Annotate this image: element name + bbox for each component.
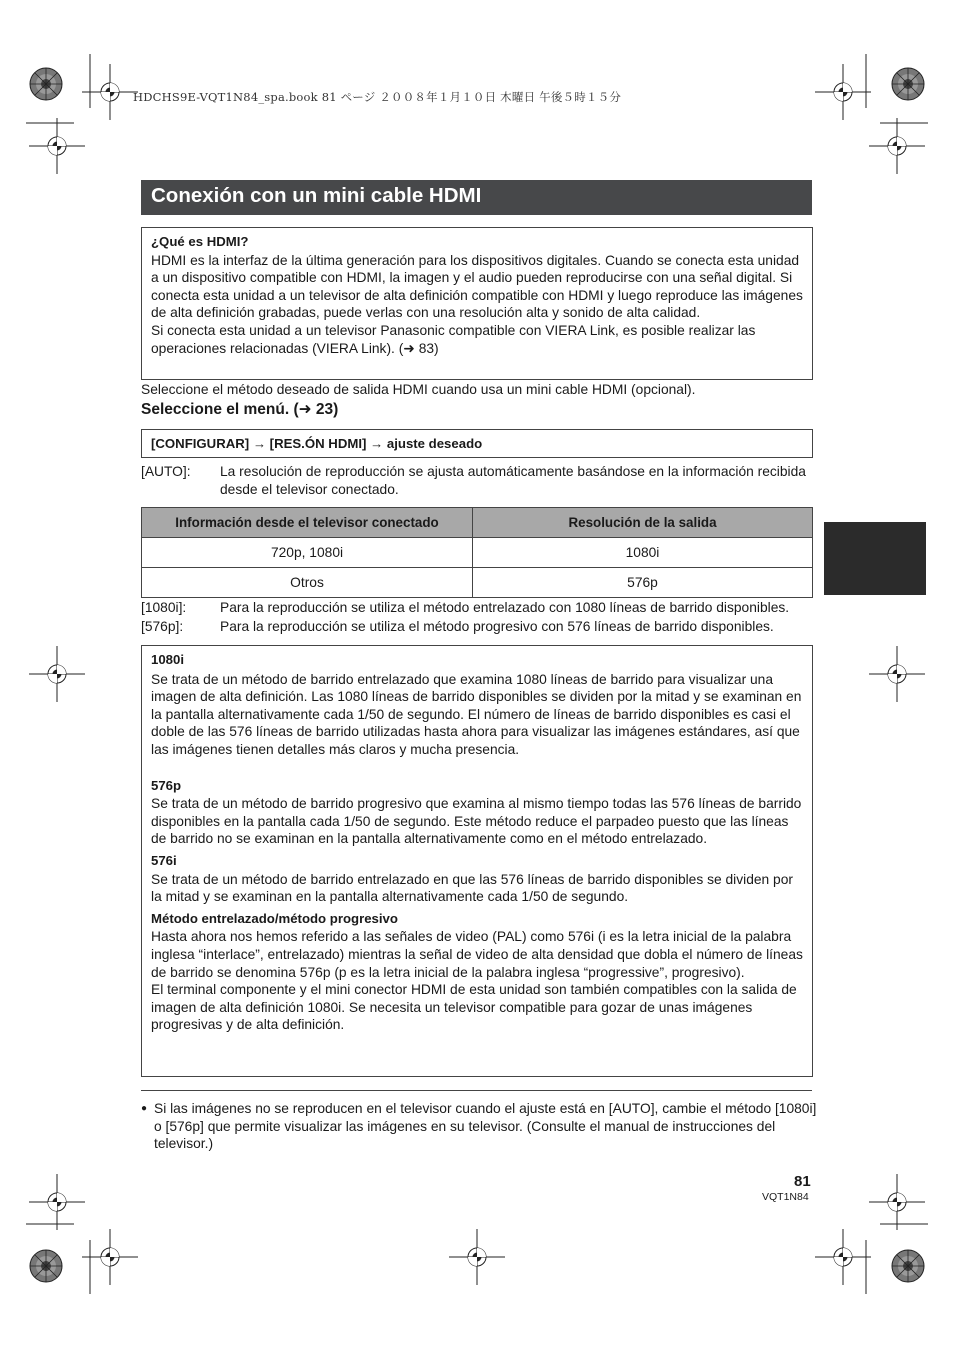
scan-methods-box: [141, 645, 813, 1077]
table-header-cell: Información desde el televisor conectado: [142, 508, 473, 538]
section-text-576i: Se trata de un método de barrido entrelazado en que las 576 líneas de barrido disponibles se dividen por la mitad y se examinan en la pantalla alternativamente cada 1/50 de segundo.: [151, 871, 793, 905]
menu-heading: Seleccione el menú. (➜ 23): [141, 401, 339, 418]
option-label: [576p]:: [141, 619, 184, 634]
table-row: [142, 538, 813, 568]
doc-code: VQT1N84: [762, 1191, 809, 1203]
registration-mid-right: [869, 646, 925, 702]
table-row: [142, 568, 813, 598]
registration-bottom-left: [26, 1174, 138, 1294]
note: [141, 1100, 821, 1153]
menu-path-box: [141, 429, 813, 458]
section-text-576p: Se trata de un método de barrido progresivo que examina al mismo tiempo todas las 576 líneas de barrido disponibles en la pantalla cada 1/50 de segundo. Este método reduce el parpadeo puesto que las líneas de barrido no se examinan en la pantalla alternativamente como en el método entrelazado.: [151, 796, 802, 847]
option-576p: [141, 618, 821, 636]
section-title: Conexión con un mini cable HDMI: [151, 184, 482, 207]
bullet-icon: ●: [141, 1103, 148, 1114]
section-text-1080i: Se trata de un método de barrido entrelazado que examina 1080 líneas de barrido para visualizar una imagen de alta definición. Las 1080 líneas de barrido disponibles se dividen por la mitad y se examinan en la pantalla alternativamente cada 1/50 de segundo. El número de líneas de barrido disponibles es casi el doble de las 576 líneas de barrido utilizadas hasta ahora para visualizar las imágenes estándares, así que las imágenes tienen detalles más claros y mucha presencia.: [151, 671, 802, 757]
section-text-methods-1: Hasta ahora nos hemos referido a las señales de video (PAL) como 576i (i es la letra inicial de la palabra inglesa “interlace”, entrelazado) mientras la señal de video de alta densidad que dobla el número de líneas de barrido se denomina 576p (p es la letra inicial de la palabra inglesa “progressive”, progresivo).: [151, 929, 803, 980]
auto-option-description: La resolución de reproducción se ajusta automáticamente basándose en la información recibida desde el televisor conectado.: [220, 464, 806, 497]
page-number: 81: [794, 1173, 811, 1190]
auto-option: [141, 463, 813, 498]
file-header: HDCHS9E-VQT1N84_spa.book 81 ページ ２００８年１月１０日 木曜日 午後５時１５分: [133, 90, 622, 104]
table-cell: 720p, 1080i: [142, 538, 473, 568]
option-1080i: [141, 599, 821, 617]
section-heading-methods: Método entrelazado/método progresivo: [151, 910, 398, 926]
menu-path: [CONFIGURAR] → [RES.ÓN HDMI] → ajuste deseado: [151, 436, 483, 451]
registration-top-right: [815, 54, 928, 174]
section-title-bar: [141, 180, 812, 215]
hdmi-info-box: [141, 227, 813, 380]
option-description: Para la reproducción se utiliza el método entrelazado con 1080 líneas de barrido disponibles.: [220, 600, 790, 615]
section-text-methods-2: El terminal componente y el mini conector HDMI de esta unidad son también compatibles con la salida de imagen de alta definición 1080i. Se necesita un televisor compatible para gozar de unas imágenes progresivas y de alta definición.: [151, 982, 797, 1033]
section-heading-576i: 576i: [151, 852, 177, 868]
registration-bottom-center: [449, 1229, 505, 1285]
section-heading-1080i: 1080i: [151, 652, 185, 667]
registration-top-left: [26, 54, 138, 174]
table-header-cell: Resolución de la salida: [473, 508, 813, 538]
table-cell: Otros: [142, 568, 473, 598]
registration-bottom-right: [815, 1174, 928, 1294]
chapter-side-tab: [824, 522, 926, 595]
divider-line: [141, 1090, 812, 1091]
hdmi-box-paragraph-1: HDMI es la interfaz de la última generación para los dispositivos digitales. Cuando se conecta esta unidad a un dispositivo compatible con HDMI, la imagen y el audio pueden reproducirse con una señal digital. Si conecta esta unidad a un televisor de alta definición compatible con HDMI y luego reproduce las imágenes de alta definición grabadas, puede verlas con una resolución alta y sonido de alta calidad.: [151, 252, 803, 321]
hdmi-box-paragraph-2: Si conecta esta unidad a un televisor Panasonic compatible con VIERA Link, es posible realizar las operaciones relacionadas (VIERA Link). (➜ 83): [151, 322, 756, 356]
section-heading-576p: 576p: [151, 777, 182, 793]
table-header-row: [142, 508, 813, 538]
intro-text: Seleccione el método deseado de salida HDMI cuando usa un mini cable HDMI (opcional).: [141, 382, 696, 397]
auto-option-label: [AUTO]:: [141, 464, 191, 479]
resolution-table: [141, 507, 813, 598]
option-label: [1080i]:: [141, 600, 187, 615]
hdmi-box-heading: ¿Qué es HDMI?: [151, 234, 249, 249]
registration-mid-left: [29, 646, 85, 702]
note-text: Si las imágenes no se reproducen en el televisor cuando el ajuste está en [AUTO], cambie el método [1080i] o [576p] que permite visualizar las imágenes en su televisor. (Consulte el manual de instrucciones del televisor.): [154, 1101, 817, 1152]
option-description: Para la reproducción se utiliza el método progresivo con 576 líneas de barrido disponibles.: [220, 619, 774, 634]
table-cell: 576p: [473, 568, 813, 598]
table-cell: 1080i: [473, 538, 813, 568]
